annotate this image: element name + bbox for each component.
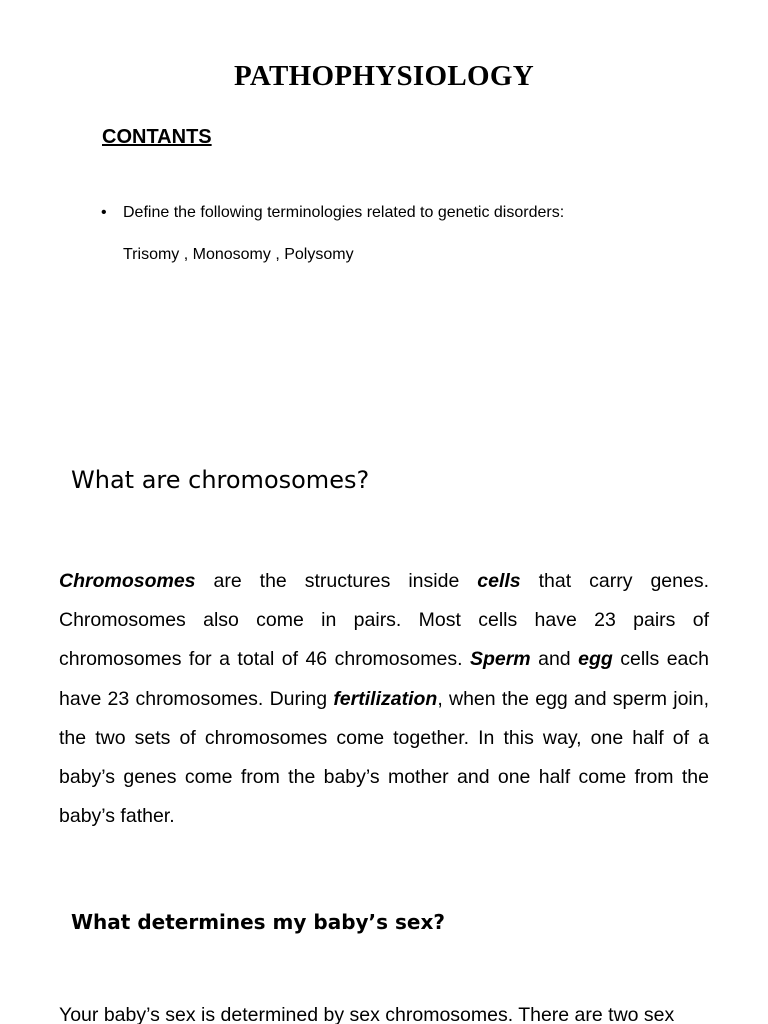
term-sperm: Sperm [469, 648, 531, 671]
paragraph-text: cells each have 23 chromosomes. During [59, 648, 709, 710]
section-heading-baby-sex: What determines my baby’s sex? [71, 910, 445, 934]
term-egg: egg [578, 648, 613, 671]
paragraph-text: that carry genes. Chromosomes also come in pairs. Most cells have 23 pairs of chromosomes for a total of 46 chromosomes. [59, 570, 709, 671]
paragraph-text: are the structures inside [195, 570, 478, 592]
term-cells: cells [477, 570, 521, 592]
contents-bullet-item [101, 204, 564, 222]
paragraph-text: , when the egg and sperm join, the two sets of chromosomes come together. In this way, one half of a baby’s genes come from the baby’s mother and one half come from the baby’s father. [59, 687, 710, 828]
baby-sex-paragraph: Your baby’s sex is determined by sex chromosomes. There are two sex [59, 1004, 675, 1024]
term-chromosomes: Chromosomes [59, 570, 196, 592]
paragraph-text: and [530, 648, 579, 671]
section-heading-chromosomes: What are chromosomes? [71, 466, 370, 494]
bullet-icon: • [101, 204, 107, 221]
document-title: PATHOPHYSIOLOGY [234, 60, 534, 92]
contents-heading: CONTANTS [102, 126, 212, 148]
contents-bullet-text: Define the following terminologies related to genetic disorders: [123, 204, 565, 221]
chromosomes-paragraph [59, 562, 709, 836]
term-fertilization: fertilization [333, 687, 438, 710]
contents-terms-line: Trisomy , Monosomy , Polysomy [123, 246, 354, 263]
